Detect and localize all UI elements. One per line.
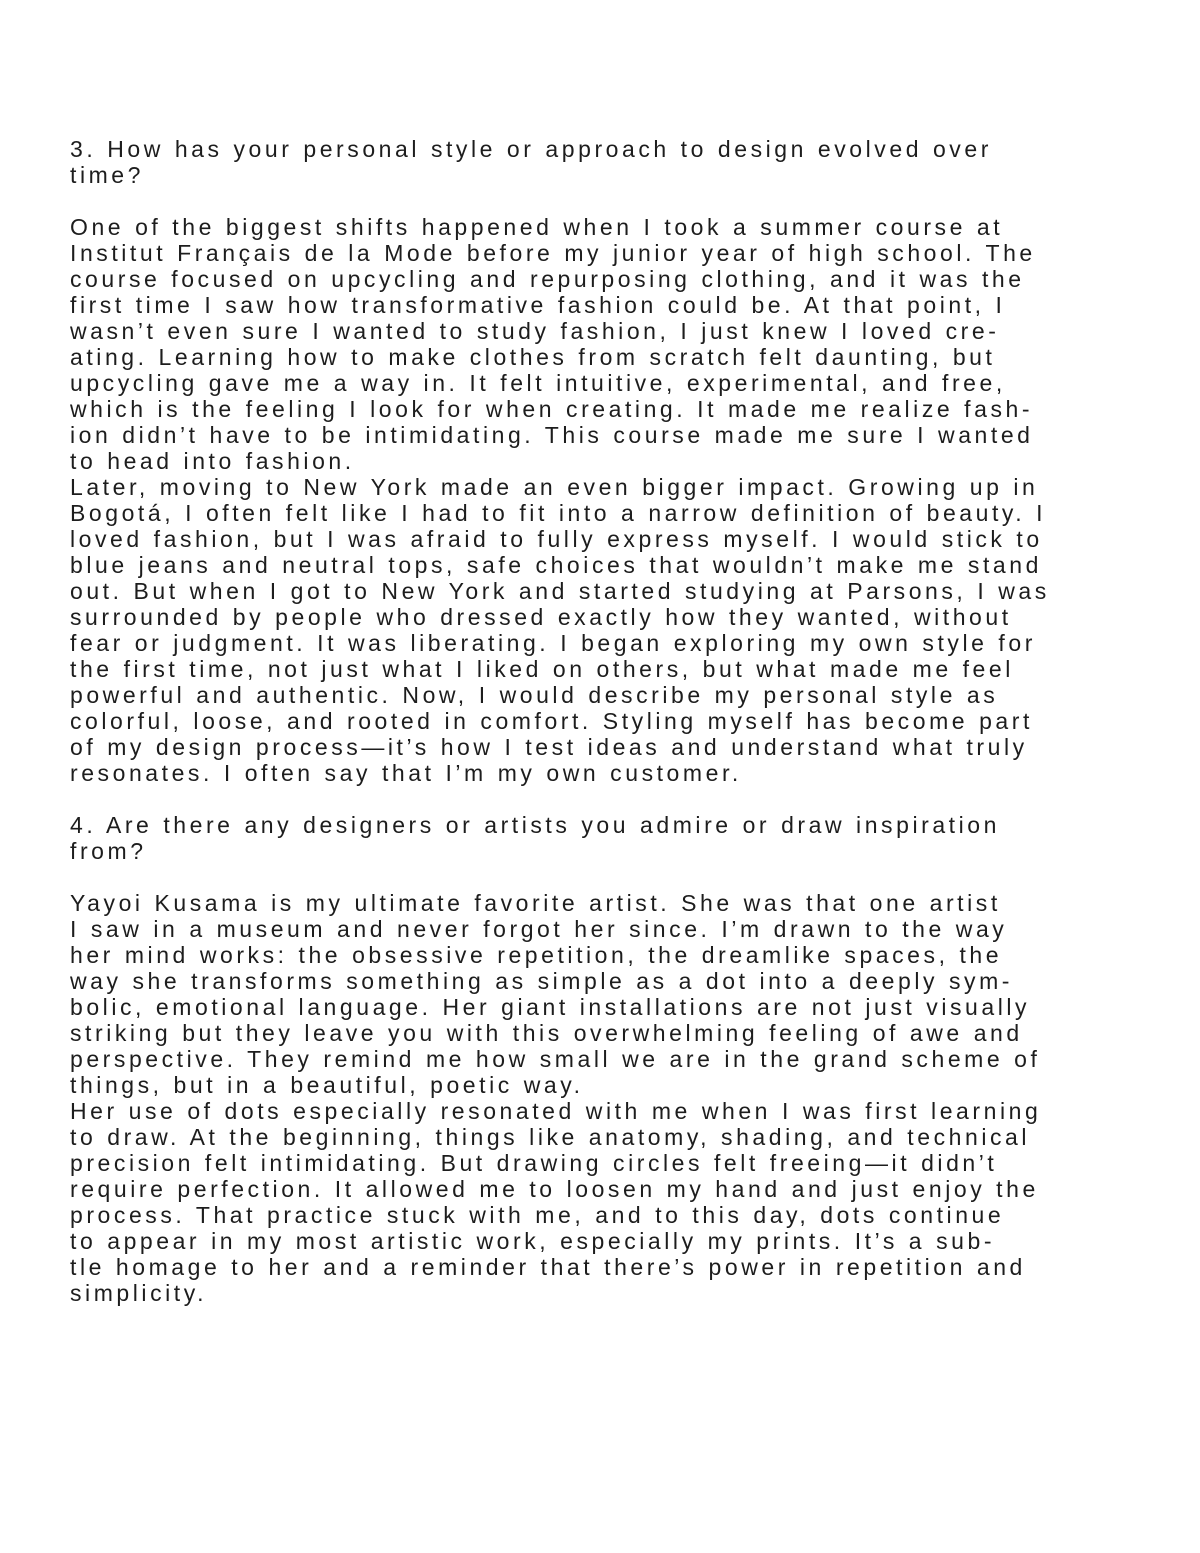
text-line: Later, moving to New York made an even bigger impact. Growing up in [70,474,1039,500]
paragraph-gap [70,864,1140,890]
question-line: 4. Are there any designers or artists you admire or draw inspiration [70,812,1000,838]
answer-4-paragraph-2 [70,1098,1140,1306]
document-page [70,136,1140,1306]
text-line: wasn’t even sure I wanted to study fashion, I just knew I loved cre- [70,318,1000,344]
text-line: first time I saw how transformative fashion could be. At that point, I [70,292,1006,318]
text-line: Yayoi Kusama is my ultimate favorite artist. She was that one artist [70,890,1001,916]
answer-4-paragraph-1 [70,890,1140,1098]
text-line: colorful, loose, and rooted in comfort. Styling myself has become part [70,708,1033,734]
text-line: precision felt intimidating. But drawing circles felt freeing—it didn’t [70,1150,998,1176]
text-line: things, but in a beautiful, poetic way. [70,1072,584,1098]
paragraph-gap [70,786,1140,812]
text-line: course focused on upcycling and repurposing clothing, and it was the [70,266,1025,292]
text-line: Bogotá, I often felt like I had to fit into a narrow definition of beauty. I [70,500,1047,526]
text-line: to head into fashion. [70,448,355,474]
text-line: ion didn’t have to be intimidating. This course made me sure I wanted [70,422,1034,448]
text-line: I saw in a museum and never forgot her since. I’m drawn to the way [70,916,1008,942]
text-line: her mind works: the obsessive repetition, the dreamlike spaces, the [70,942,1003,968]
text-line: simplicity. [70,1280,208,1306]
text-line: tle homage to her and a reminder that there’s power in repetition and [70,1254,1026,1280]
text-line: striking but they leave you with this overwhelming feeling of awe and [70,1020,1023,1046]
question-4-heading [70,812,1140,864]
text-line: One of the biggest shifts happened when I took a summer course at [70,214,1004,240]
text-line: of my design process—it’s how I test ideas and understand what truly [70,734,1028,760]
paragraph-gap [70,188,1140,214]
text-line: perspective. They remind me how small we are in the grand scheme of [70,1046,1041,1072]
question-line: 3. How has your personal style or approach to design evolved over [70,136,992,162]
text-line: surrounded by people who dressed exactly how they wanted, without [70,604,1012,630]
answer-3-paragraph-1 [70,214,1140,474]
text-line: Institut Français de la Mode before my junior year of high school. The [70,240,1036,266]
text-line: which is the feeling I look for when creating. It made me realize fash- [70,396,1034,422]
question-line: time? [70,162,144,188]
text-line: loved fashion, but I was afraid to fully express myself. I would stick to [70,526,1043,552]
question-line: from? [70,838,147,864]
text-line: out. But when I got to New York and started studying at Parsons, I was [70,578,1050,604]
text-line: the first time, not just what I liked on others, but what made me feel [70,656,1014,682]
text-line: resonates. I often say that I’m my own customer. [70,760,742,786]
text-line: upcycling gave me a way in. It felt intuitive, experimental, and free, [70,370,1006,396]
answer-3-paragraph-2 [70,474,1140,786]
text-line: ating. Learning how to make clothes from scratch felt daunting, but [70,344,996,370]
question-3-heading [70,136,1140,188]
text-line: powerful and authentic. Now, I would describe my personal style as [70,682,999,708]
text-line: bolic, emotional language. Her giant installations are not just visually [70,994,1031,1020]
text-line: fear or judgment. It was liberating. I began exploring my own style for [70,630,1036,656]
text-line: require perfection. It allowed me to loosen my hand and just enjoy the [70,1176,1039,1202]
text-line: Her use of dots especially resonated with me when I was first learning [70,1098,1042,1124]
text-line: way she transforms something as simple as a dot into a deeply sym- [70,968,1013,994]
text-line: to appear in my most artistic work, especially my prints. It’s a sub- [70,1228,996,1254]
text-line: process. That practice stuck with me, and to this day, dots continue [70,1202,1005,1228]
text-line: to draw. At the beginning, things like anatomy, shading, and technical [70,1124,1031,1150]
text-line: blue jeans and neutral tops, safe choices that wouldn’t make me stand [70,552,1042,578]
